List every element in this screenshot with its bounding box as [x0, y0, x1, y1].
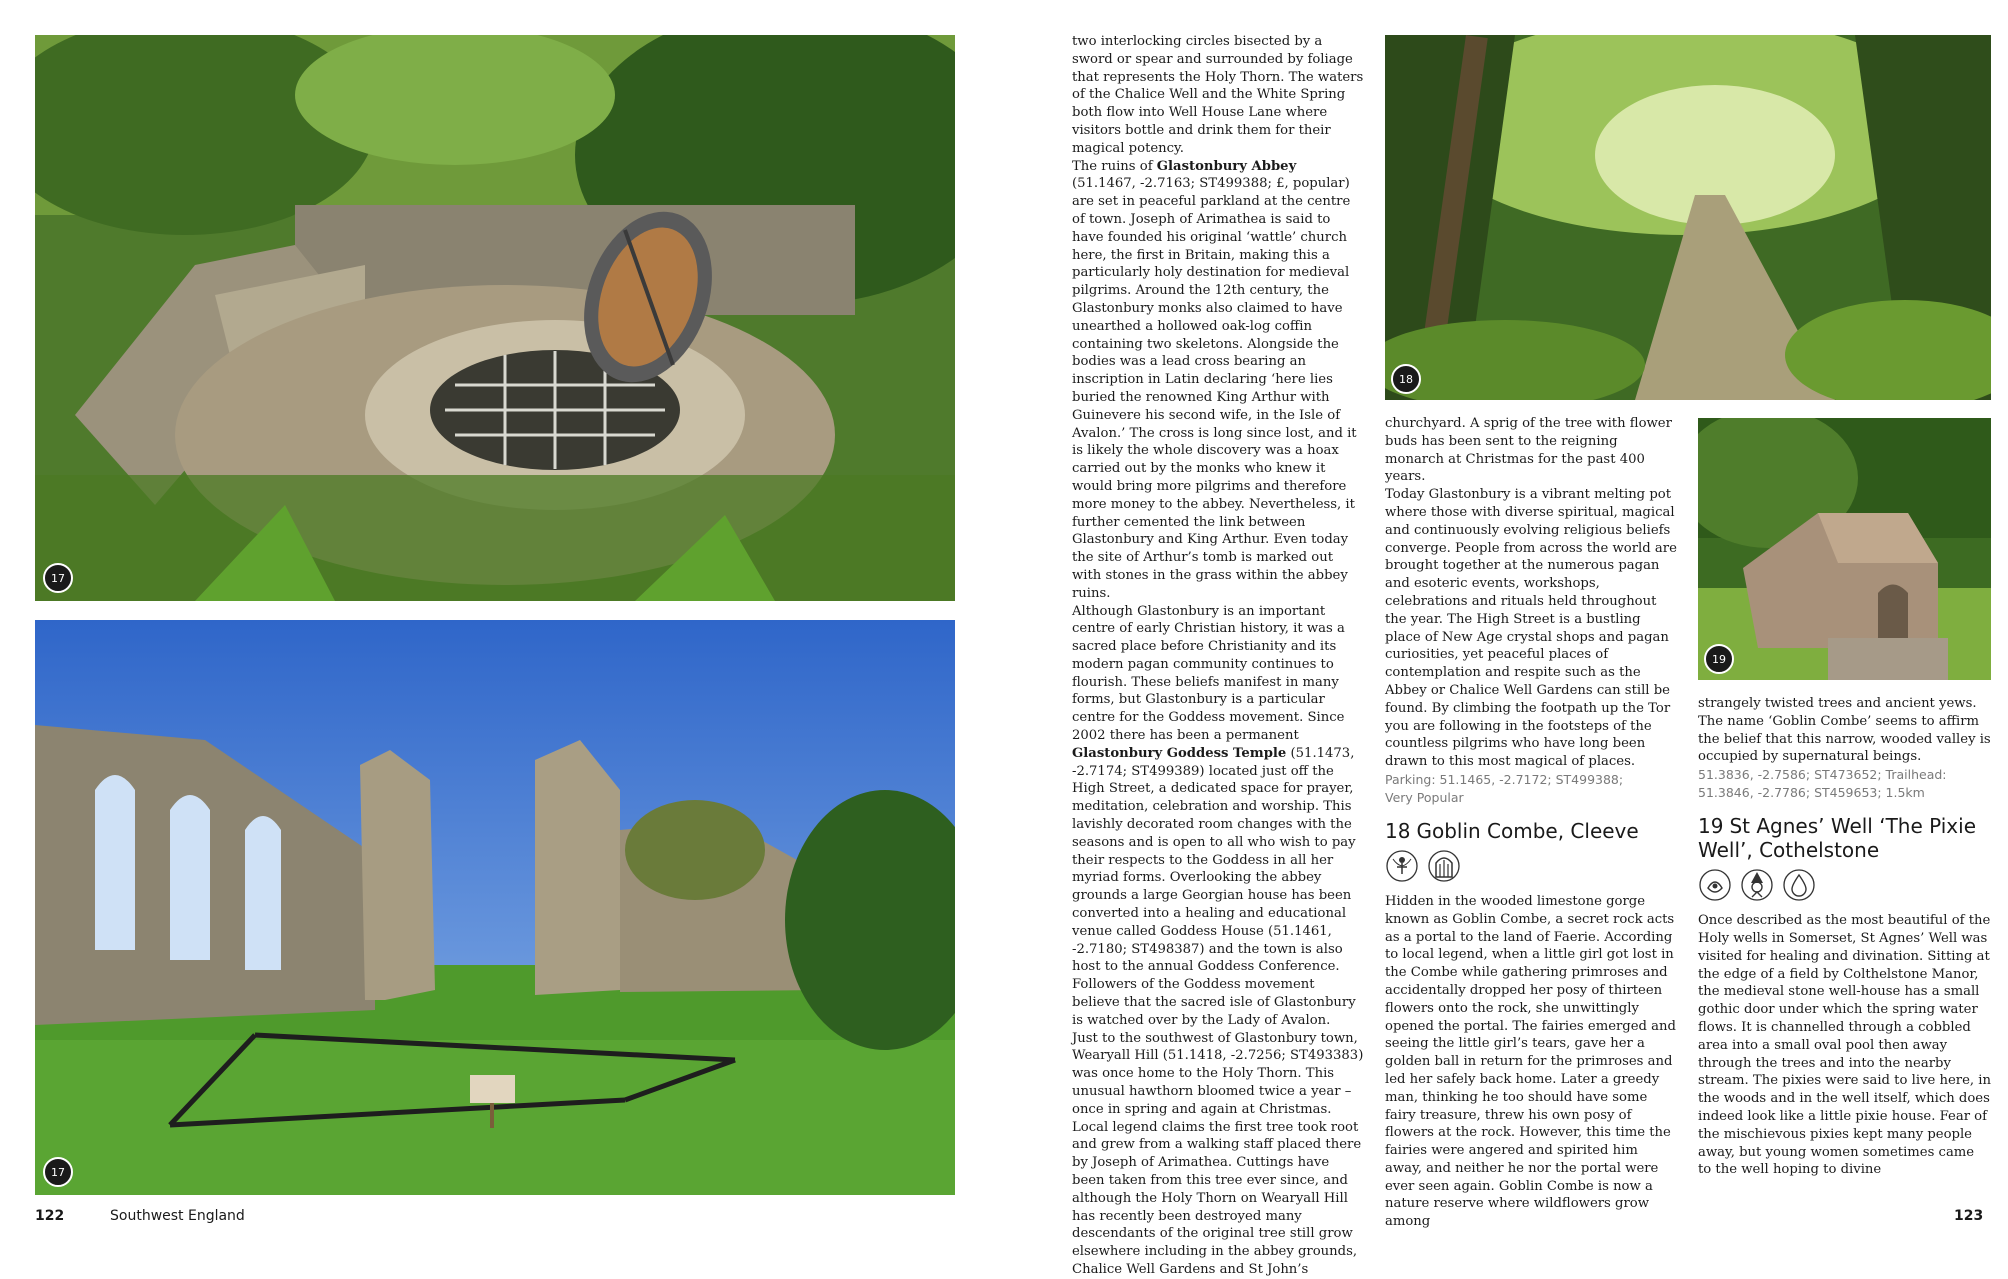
paragraph: Today Glastonbury is a vibrant melting pot where those with diverse spiritual, magical and continuously evolving religious beliefs converge. People from across the world are brought together at the numerous pagan and esoteric events, workshops, celebrations and rituals held throughout the year. The High Street is a bustling place of New Age crystal shops and pagan curiosities, yet peaceful places of contemplation and respite such as the Abbey or Chalice Well Gardens can still be found. By climbing the footpath up the Tor you are following in the footsteps of the countless pilgrims who have long been drawn to this most magical of places. [1385, 487, 1677, 770]
popularity-info: Very Popular [1385, 789, 1464, 805]
paragraph: Although Glastonbury is an important centre of early Christian history, it was a sacred place before Christianity and its modern pagan community continues to flourish. These beliefs manifest in many forms, but Glastonbury is a particular centre for the Goddess movement. Since 2002 there has been a permanent Glastonbury Goddess Temple (51.1473, -2.7174; ST499389) located just off the High Street, a dedicated space for prayer, meditation, celebration and worship. This lavishly decorated room changes with the seasons and is open to all who wish to pay their respects to the Goddess in all her myriad forms. Overlooking the abbey grounds a large Georgian house has been converted into a healing and educational venue called Goddess House (51.1461, -2.7180; ST498387) and the town is also host to the annual Goddess Conference. Followers of the Goddess movement believe that the sacred isle of Glastonbury is watched over by the Lady of Avalon. [1072, 603, 1356, 1028]
text-column-1 [1072, 33, 1364, 1279]
place-name: Glastonbury Goddess Temple [1072, 745, 1287, 761]
text-column-2 [1385, 415, 1677, 1231]
pixie-icon [1740, 868, 1774, 902]
text-column-3 [1698, 695, 1991, 1179]
running-head: Southwest England [110, 1208, 245, 1224]
photo-number-badge: 18 [1391, 364, 1421, 394]
entry-title: Goblin Combe, Cleeve [1416, 818, 1639, 843]
photo-goblin-combe [1385, 35, 1991, 400]
entry-icons [1698, 868, 1991, 902]
place-name: Glastonbury Abbey [1156, 158, 1297, 174]
paragraph: two interlocking circles bisected by a sword or spear and surrounded by foliage that represents the Holy Thorn. The waters of the Chalice Well and the White Spring both flow into Well House Lane where visitors bottle and drink them for their magical potency. [1072, 34, 1364, 156]
paragraph: Once described as the most beautiful of the Holy wells in Somerset, St Agnes’ Well was visited for healing and divination. Sitting at the edge of a field by Colthelstone Manor, the medieval stone well-house has a small gothic door under which the spring water flows. It is channelled through a cobbled area into a small oval pool then away through the trees and into the nearby stream. The pixies were said to live here, in the woods and in the well itself, which does indeed look like a little pixie house. Fear of the mischievous pixies kept many people away, but young women sometimes came to the well hoping to divine [1698, 913, 1991, 1178]
photo-number-badge: 19 [1704, 644, 1734, 674]
paragraph: strangely twisted trees and ancient yews. The name ‘Goblin Combe’ seems to affirm the belief that this narrow, wooded valley is occupied by supernatural beings. [1698, 696, 1991, 765]
paragraph: churchyard. A sprig of the tree with flower buds has been sent to the reigning monarch at Christmas for the past 400 years. [1385, 416, 1672, 485]
entry-icons [1385, 849, 1677, 883]
paragraph: Just to the southwest of Glastonbury town, Wearyall Hill (51.1418, -2.7256; ST493383) was once home to the Holy Thorn. This unusual hawthorn bloomed twice a year – once in spring and again at Christmas. Local legend claims the first tree took root and grew from a walking staff placed there by Joseph of Arimathea. Cuttings have been taken from this tree ever since, and although the Holy Thorn on Wearyall Hill has recently been destroyed many descendants of the original tree still grow elsewhere including in the abbey grounds, Chalice Well Gardens and St John’s [1072, 1030, 1364, 1277]
entry-heading-19 [1698, 814, 1991, 862]
photo-number-badge: 17 [43, 1157, 73, 1187]
trailhead-info: 51.3846, -2.7786; ST459653; 1.5km [1698, 785, 1925, 801]
photo-number-badge: 17 [43, 563, 73, 593]
entry-heading-18 [1385, 819, 1677, 843]
entry-title: St Agnes’ Well ‘The Pixie Well’, Cothelstone [1698, 814, 1977, 863]
photo-st-agnes-well [1698, 418, 1991, 680]
photo-glastonbury-abbey [35, 620, 955, 1195]
location-info: 51.3836, -2.7586; ST473652; Trailhead: [1698, 767, 1947, 783]
water-icon [1782, 868, 1816, 902]
photo-chalice-well [35, 35, 955, 601]
entry-number: 19 [1698, 814, 1724, 839]
paragraph: Hidden in the wooded limestone gorge known as Goblin Combe, a secret rock acts as a portal to the land of Faerie. According to local legend, when a little girl got lost in the Combe while gathering primroses and accidentally dropped her posy of thirteen flowers onto the rock, she unwittingly opened the portal. The fairies emerged and seeing the little girl’s tears, gave her a golden ball in return for the primroses and led her safely back home. Later a greedy man, thinking he too should have some fairy treasure, threw his own posy of flowers at the rock. However, this time the fairies were angered and spirited him away, and neither he nor the portal were ever seen again. Goblin Combe is now a nature reserve where wildflowers grow among [1385, 893, 1676, 1230]
healing-icon [1698, 868, 1732, 902]
fairy-icon [1385, 849, 1419, 883]
paragraph: The ruins of Glastonbury Abbey (51.1467, -2.7163; ST499388; £, popular) are set in peaceful parkland at the centre of town. Joseph of Arimathea is said to have founded his original ‘wattle’ church here, the first in Britain, making this a particularly holy destination for medieval pilgrims. Around the 12th century, the Glastonbury monks also claimed to have unearthed a hollowed oak-log coffin containing two skeletons. Alongside the bodies was a lead cross bearing an inscription in Latin declaring ‘here lies buried the renowned King Arthur with Guinevere his second wife, in the Isle of Avalon.’ The cross is long since lost, and it is likely the whole discovery was a hoax carried out by the monks who knew it would bring more pilgrims and therefore more money to the abbey. Nevertheless, it further cemented the link between Glastonbury and King Arthur. Even today the site of Arthur’s tomb is marked out with stones in the grass within the abbey ruins. [1072, 158, 1357, 601]
entry-number: 18 [1385, 818, 1411, 843]
page-number-left: 122 [35, 1208, 65, 1224]
page-number-right: 123 [1954, 1208, 1984, 1224]
door-icon [1427, 849, 1461, 883]
parking-info: Parking: 51.1465, -2.7172; ST499388; [1385, 771, 1624, 787]
